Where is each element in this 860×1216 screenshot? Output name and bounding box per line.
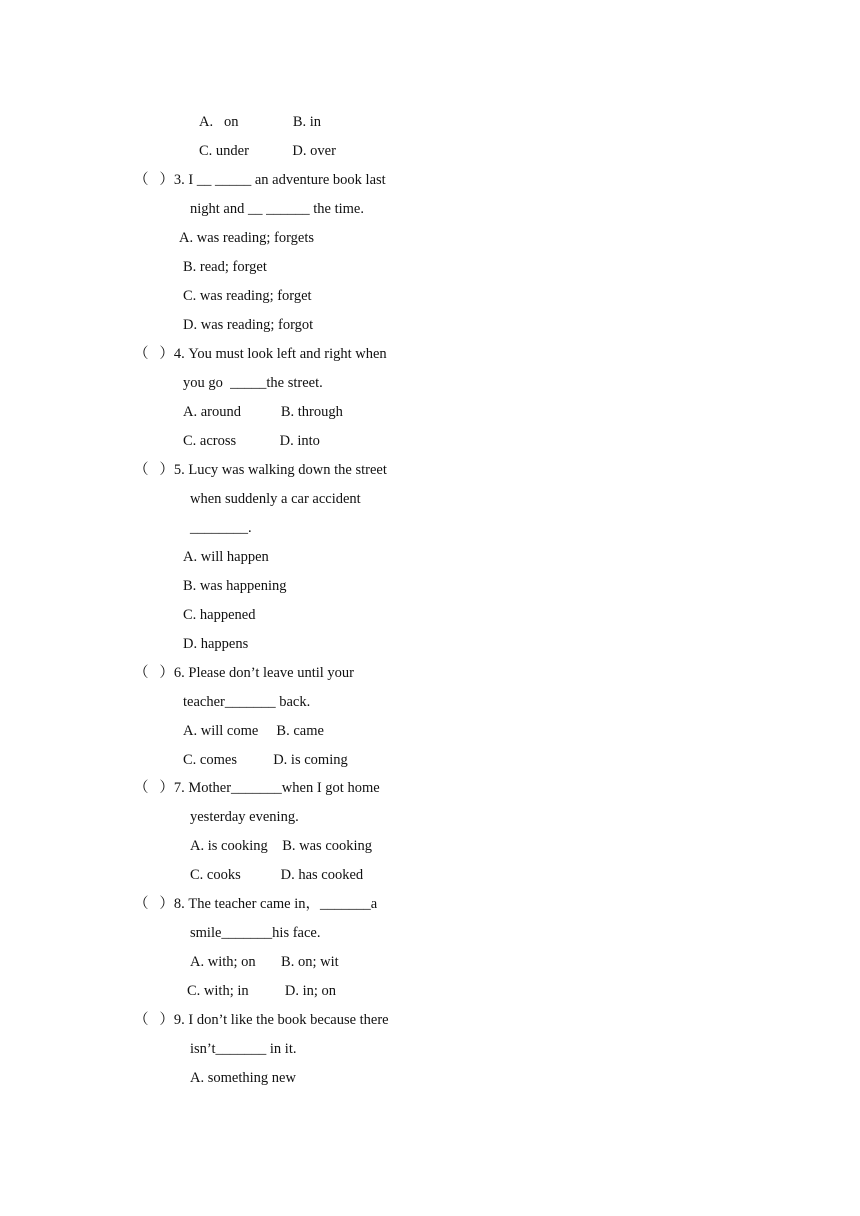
q6-stem: （ ）6. Please don’t leave until your	[134, 665, 355, 681]
q3-stem: （ ）3. I __ _____ an adventure book last	[134, 172, 386, 188]
q3-option-b: B. read; forget	[183, 259, 267, 275]
q7-stem: （ ）7. Mother_______when I got home	[134, 780, 380, 796]
q7-stem-cont: yesterday evening.	[190, 809, 299, 825]
q6-stem-cont: teacher_______ back.	[183, 694, 311, 710]
q7-options-cd: C. cooks D. has cooked	[190, 867, 364, 883]
q8-stem: （ ）8. The teacher came in，_______a	[134, 896, 378, 912]
q6-options-cd: C. comes D. is coming	[183, 752, 348, 768]
q5-option-c: C. happened	[183, 607, 256, 623]
q4-options-ab: A. around B. through	[183, 404, 343, 420]
q8-options-ab: A. with; on B. on; wit	[190, 954, 339, 970]
q8-options-cd: C. with; in D. in; on	[187, 983, 337, 999]
q8-stem-cont: smile_______his face.	[190, 925, 321, 941]
q7-options-ab: A. is cooking B. was cooking	[190, 838, 373, 854]
q3-option-c: C. was reading; forget	[183, 288, 312, 304]
q5-option-d: D. happens	[183, 636, 249, 652]
q2-options-cd: C. under D. over	[199, 143, 336, 159]
q4-options-cd: C. across D. into	[183, 433, 320, 449]
q6-options-ab: A. will come B. came	[183, 723, 324, 739]
q3-option-a: A. was reading; forgets	[179, 230, 315, 246]
q9-option-a: A. something new	[190, 1070, 296, 1086]
q9-stem: （ ）9. I don’t like the book because there	[134, 1012, 389, 1028]
q9-stem-cont: isn’t_______ in it.	[190, 1041, 297, 1057]
q5-option-a: A. will happen	[183, 549, 269, 565]
q5-option-b: B. was happening	[183, 578, 287, 594]
q3-stem-cont: night and __ ______ the time.	[190, 201, 364, 217]
q5-blank: ________.	[190, 520, 252, 536]
q5-stem-cont: when suddenly a car accident	[190, 491, 361, 507]
q2-options-ab: A. on B. in	[199, 114, 322, 130]
q3-option-d: D. was reading; forgot	[183, 317, 314, 333]
q4-stem-cont: you go _____the street.	[183, 375, 323, 391]
q4-stem: （ ）4. You must look left and right when	[134, 346, 387, 362]
q5-stem: （ ）5. Lucy was walking down the street	[134, 462, 387, 478]
